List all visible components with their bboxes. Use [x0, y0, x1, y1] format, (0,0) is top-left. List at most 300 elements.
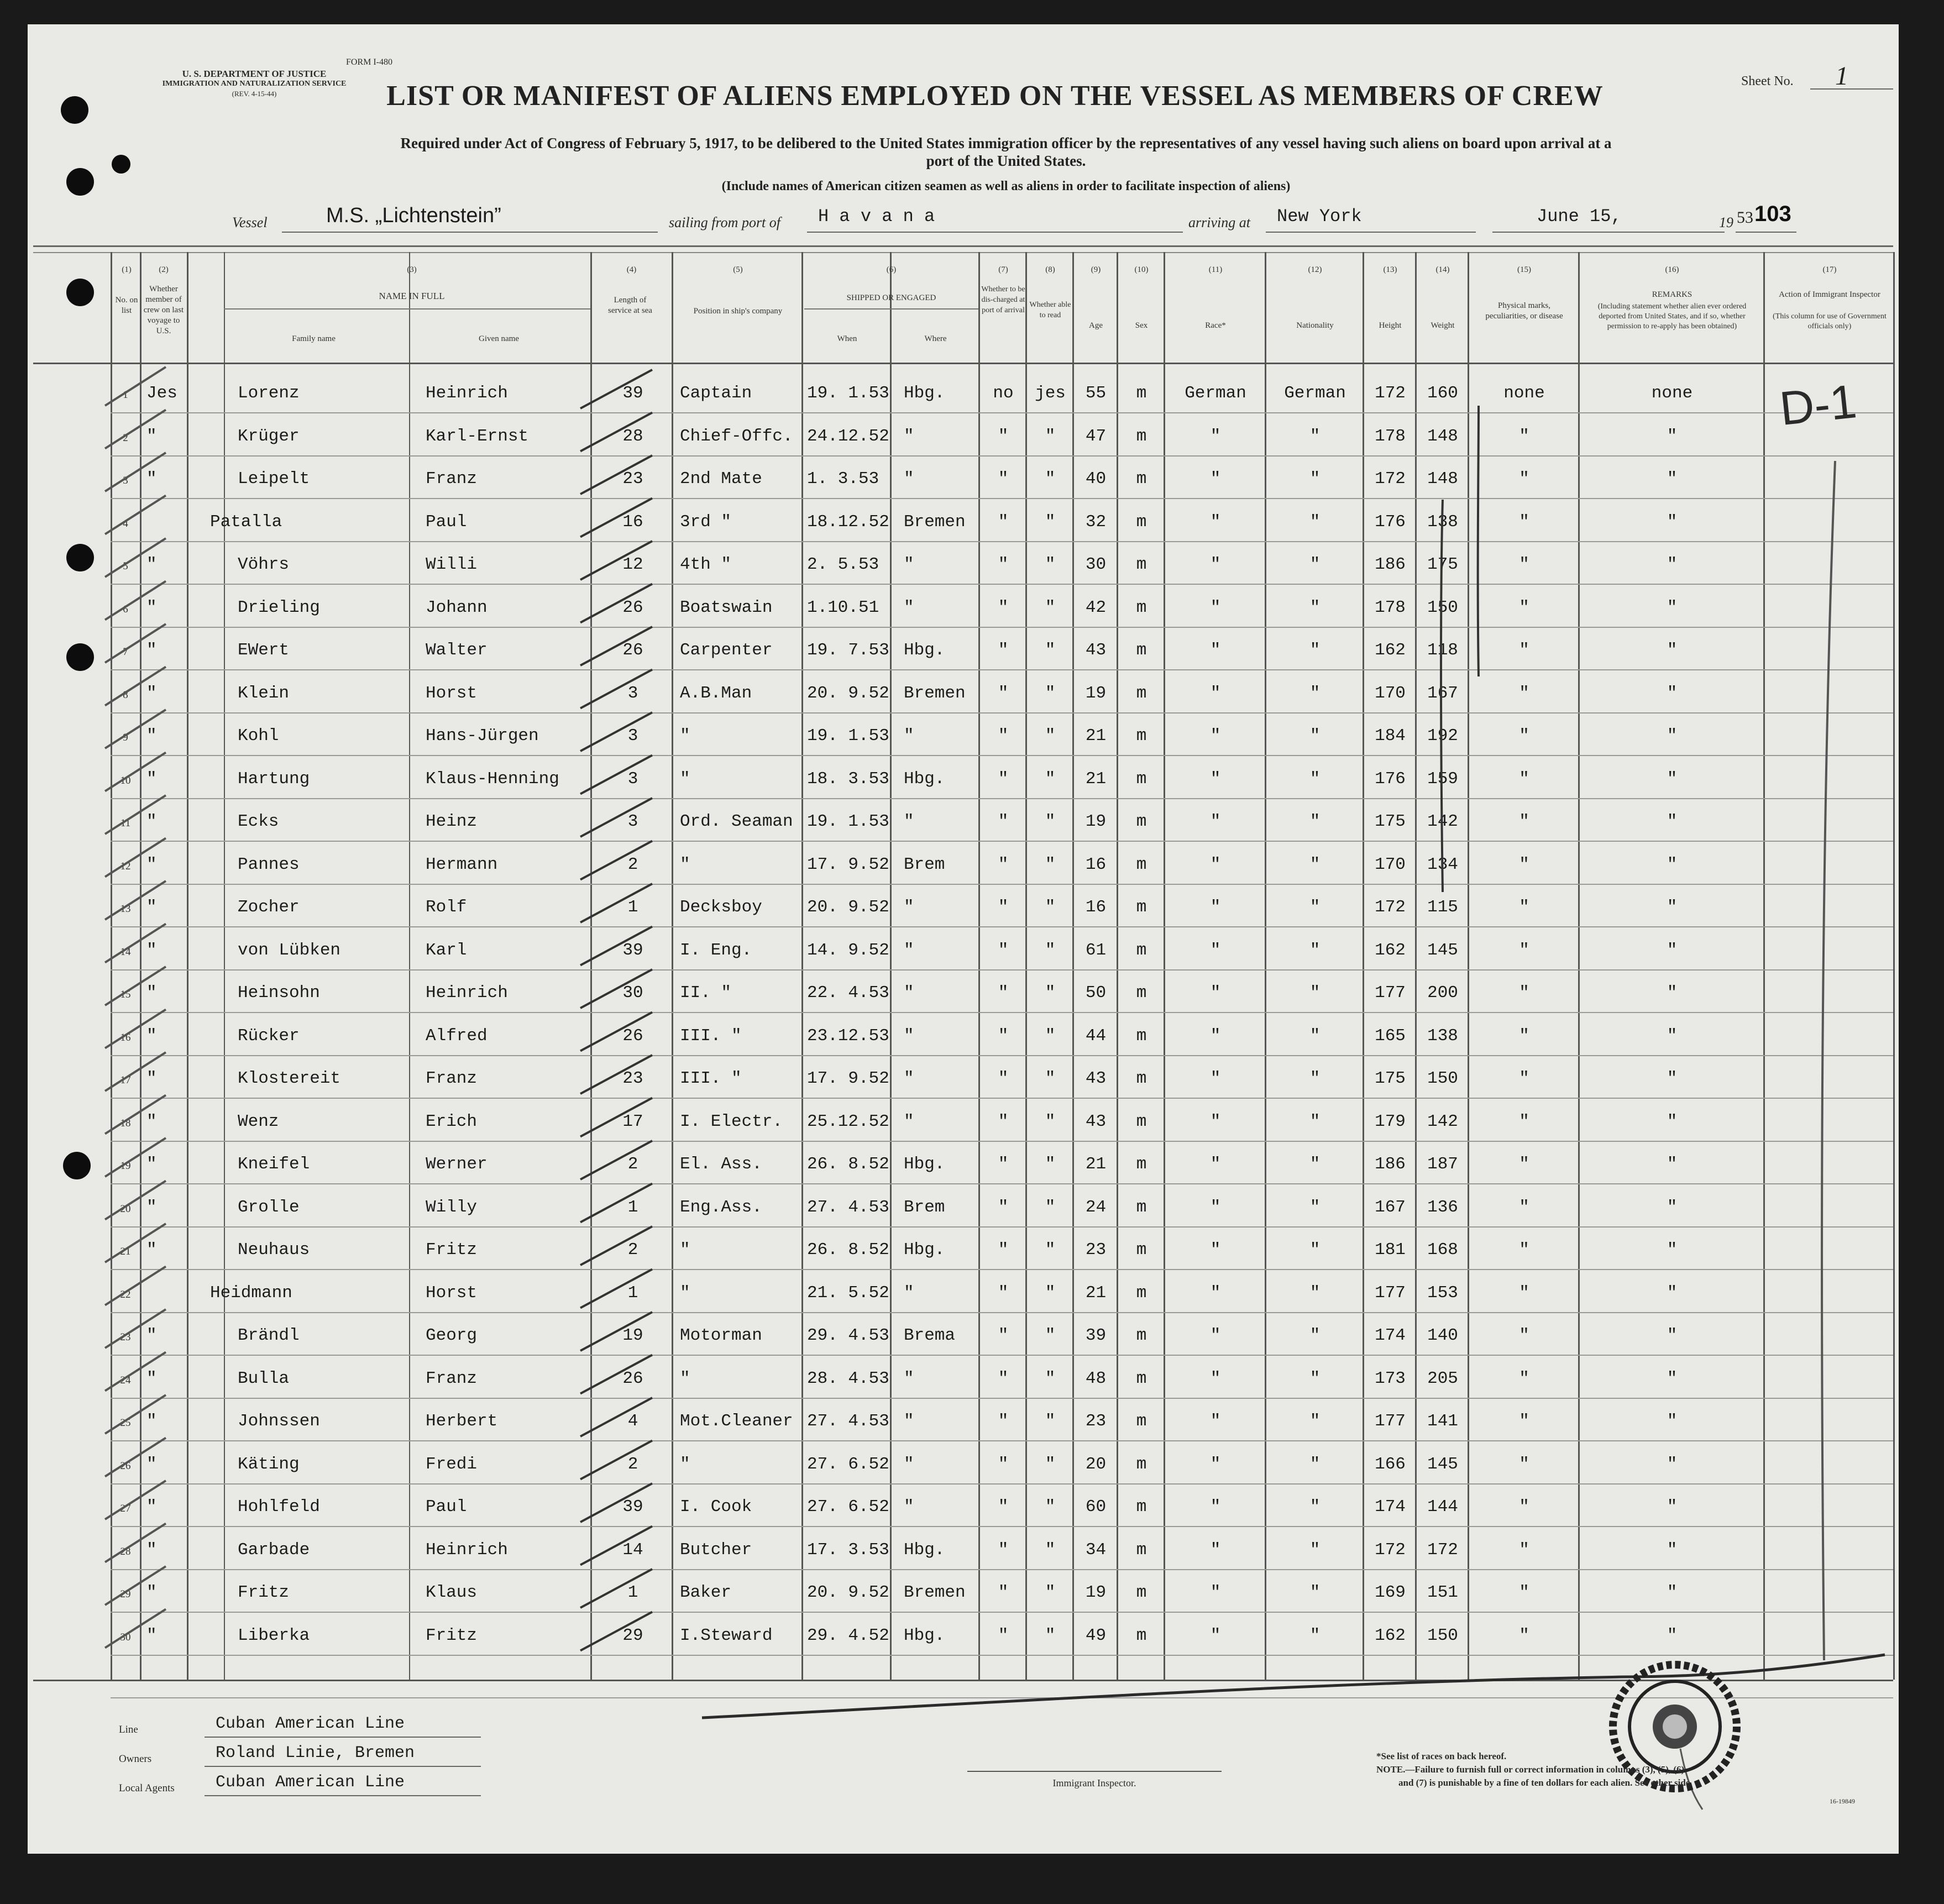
cell-height: 184 [1375, 726, 1406, 746]
cell-remarks: " [1667, 1583, 1678, 1602]
cell-race: " [1210, 769, 1221, 789]
cell-disch: " [998, 469, 1009, 489]
cell-marks: " [1519, 1069, 1529, 1088]
cell-position: I. Cook [680, 1497, 752, 1517]
cell-given: Heinz [426, 812, 478, 831]
cell-read: " [1045, 854, 1056, 874]
row-number: 7 [123, 646, 128, 658]
cell-height: 166 [1375, 1454, 1406, 1474]
col10-num: (10) [1134, 265, 1149, 274]
cell-nat: " [1309, 812, 1321, 831]
cell-when: 17. 9.52 [807, 1069, 889, 1088]
col15-num: (15) [1517, 265, 1531, 274]
cell-where: Brema [904, 1326, 956, 1345]
cell-when: 18. 3.53 [807, 769, 889, 789]
col6-header: SHIPPED OR ENGAGED [846, 293, 936, 302]
cell-height: 172 [1375, 384, 1406, 403]
cell-sex: m [1136, 812, 1147, 831]
cell-weight: 145 [1427, 1454, 1458, 1474]
cell-height: 178 [1375, 597, 1406, 617]
cell-sex: m [1136, 854, 1147, 874]
cell-sex: m [1136, 1497, 1147, 1517]
cell-age: 20 [1085, 1454, 1107, 1474]
cell-prev: " [146, 940, 157, 960]
cell-nat: " [1309, 940, 1321, 960]
cell-prev: " [146, 1412, 157, 1431]
cell-race: " [1210, 812, 1221, 831]
cell-disch: " [998, 1326, 1009, 1345]
row-number: 16 [120, 1031, 131, 1043]
cell-weight: 138 [1427, 512, 1458, 532]
row-number: 25 [120, 1417, 131, 1429]
cell-height: 162 [1375, 641, 1406, 660]
cell-sex: m [1136, 940, 1147, 960]
cell-age: 21 [1085, 769, 1107, 789]
cell-height: 177 [1375, 983, 1406, 1003]
cell-height: 175 [1375, 812, 1406, 831]
cell-nat: " [1309, 1283, 1321, 1303]
cell-service: 17 [622, 1111, 643, 1131]
cell-where: " [904, 1026, 914, 1046]
cell-weight: 150 [1427, 1069, 1458, 1088]
vessel-label: Vessel [232, 214, 268, 230]
col16-num: (16) [1665, 265, 1679, 274]
cell-family: Lorenz [238, 384, 300, 403]
cell-read: " [1045, 898, 1056, 917]
cell-service: 19 [622, 1326, 643, 1345]
cell-prev: " [146, 1583, 157, 1602]
cell-prev: " [146, 426, 157, 446]
cell-read: " [1045, 426, 1056, 446]
col17-header: Action of Immigrant Inspector [1779, 290, 1880, 299]
row-number: 23 [120, 1331, 131, 1343]
cell-family: Kohl [238, 726, 279, 746]
cell-weight: 145 [1427, 940, 1458, 960]
cell-read: " [1045, 469, 1056, 489]
cell-given: Rolf [426, 898, 467, 917]
col17-subheader: (This column for use of Government officials only) [1773, 312, 1887, 331]
cell-nat: " [1309, 1069, 1321, 1088]
cell-race: " [1210, 1069, 1221, 1088]
col1-header: No. on list [115, 296, 138, 315]
cell-family: Bulla [238, 1368, 290, 1388]
cell-height: 186 [1375, 1155, 1406, 1174]
cell-remarks: " [1667, 1368, 1678, 1388]
cell-when: 20. 9.52 [807, 683, 889, 703]
cell-where: Bremen [904, 1583, 966, 1602]
cell-sex: m [1136, 1412, 1147, 1431]
col15-header: Physical marks, peculiarities, or disease [1485, 301, 1563, 321]
cell-given: Horst [426, 683, 478, 703]
cell-marks: " [1519, 1540, 1529, 1560]
cell-age: 19 [1085, 683, 1107, 703]
cell-weight: 175 [1427, 555, 1458, 574]
row-number: 4 [123, 517, 128, 529]
cell-service: 28 [622, 426, 643, 446]
cell-weight: 200 [1427, 983, 1458, 1003]
cell-service: 26 [622, 597, 643, 617]
cell-marks: " [1519, 1026, 1529, 1046]
agents-value: Cuban American Line [216, 1773, 405, 1792]
cell-read: " [1045, 1454, 1056, 1474]
cell-family: EWert [238, 641, 290, 660]
cell-disch: " [998, 683, 1009, 703]
cell-age: 16 [1085, 854, 1107, 874]
cell-read: " [1045, 940, 1056, 960]
cell-marks: " [1519, 769, 1529, 789]
cell-nat: " [1309, 1540, 1321, 1560]
cell-where: Hbg. [904, 641, 945, 660]
cell-read: " [1045, 1197, 1056, 1217]
page-title: LIST OR MANIFEST OF ALIENS EMPLOYED ON THE VESSEL AS MEMBERS OF CREW [386, 80, 1604, 112]
cell-position: " [680, 1368, 690, 1388]
cell-disch: " [998, 1155, 1009, 1174]
cell-where: Hbg. [904, 1155, 945, 1174]
cell-sex: m [1136, 1326, 1147, 1345]
line-label: Line [119, 1724, 138, 1735]
cell-sex: m [1136, 683, 1147, 703]
cell-service: 1 [627, 898, 638, 917]
cell-remarks: " [1667, 1412, 1678, 1431]
cell-position: " [680, 769, 690, 789]
cell-weight: 159 [1427, 769, 1458, 789]
cell-given: Fritz [426, 1240, 478, 1260]
cell-weight: 187 [1427, 1155, 1458, 1174]
manifest-sheet [28, 24, 1899, 1854]
cell-position: 2nd Mate [680, 469, 762, 489]
cell-when: 22. 4.53 [807, 983, 889, 1003]
cell-remarks: " [1667, 769, 1678, 789]
cell-height: 175 [1375, 1069, 1406, 1088]
cell-race: " [1210, 983, 1221, 1003]
cell-weight: 140 [1427, 1326, 1458, 1345]
cell-prev: " [146, 854, 157, 874]
cell-weight: 134 [1427, 854, 1458, 874]
cell-weight: 151 [1427, 1583, 1458, 1602]
cell-prev: " [146, 641, 157, 660]
penalty-note-1: NOTE.—Failure to furnish full or correct information in columns (3), (5), (6) [1376, 1764, 1685, 1775]
cell-age: 55 [1085, 384, 1107, 403]
cell-marks: " [1519, 726, 1529, 746]
cell-weight: 148 [1427, 426, 1458, 446]
cell-family: Rücker [238, 1026, 300, 1046]
cell-height: 174 [1375, 1497, 1406, 1517]
cell-prev: " [146, 1111, 157, 1131]
cell-read: " [1045, 726, 1056, 746]
cell-sex: m [1136, 769, 1147, 789]
cell-when: 23.12.53 [807, 1026, 889, 1046]
cell-position: I. Eng. [680, 940, 752, 960]
cell-read: " [1045, 983, 1056, 1003]
col6a-header: When [837, 334, 857, 343]
cell-when: 19. 7.53 [807, 641, 889, 660]
cell-marks: " [1519, 597, 1529, 617]
cell-given: Karl [426, 940, 467, 960]
departure-port: H a v a n a [818, 206, 935, 227]
col7-header: Whether to be dis-charged at port of arrival [981, 285, 1025, 314]
cell-age: 21 [1085, 1283, 1107, 1303]
cell-remarks: " [1667, 1326, 1678, 1345]
cell-weight: 160 [1427, 384, 1458, 403]
cell-when: 29. 4.53 [807, 1326, 889, 1345]
cell-nat: " [1309, 983, 1321, 1003]
cell-nat: " [1309, 854, 1321, 874]
row-number: 18 [120, 1117, 131, 1129]
cell-sex: m [1136, 898, 1147, 917]
cell-race: " [1210, 1368, 1221, 1388]
col9-num: (9) [1091, 265, 1101, 274]
cell-given: Heinrich [426, 983, 508, 1003]
col13-header: Height [1379, 321, 1402, 330]
cell-where: " [904, 1111, 914, 1131]
cell-disch: " [998, 812, 1009, 831]
cell-nat: " [1309, 1111, 1321, 1131]
cell-given: Fredi [426, 1454, 478, 1474]
cell-weight: 150 [1427, 597, 1458, 617]
row-number: 28 [120, 1545, 131, 1557]
cell-prev: " [146, 1368, 157, 1388]
cell-given: Heinrich [426, 1540, 508, 1560]
col8-num: (8) [1045, 265, 1055, 274]
cell-read: " [1045, 1026, 1056, 1046]
row-number: 17 [120, 1074, 131, 1086]
cell-remarks: " [1667, 555, 1678, 574]
cell-when: 27. 6.52 [807, 1497, 889, 1517]
cell-where: " [904, 983, 914, 1003]
col8-header: Whether able to read [1029, 301, 1071, 319]
cell-family: Garbade [238, 1540, 310, 1560]
cell-service: 26 [622, 1368, 643, 1388]
cell-race: " [1210, 854, 1221, 874]
cell-weight: 167 [1427, 683, 1458, 703]
cell-sex: m [1136, 1197, 1147, 1217]
cell-nat: " [1309, 726, 1321, 746]
cell-disch: " [998, 1412, 1009, 1431]
cell-height: 167 [1375, 1197, 1406, 1217]
col17-num: (17) [1822, 265, 1837, 274]
cell-read: jes [1035, 384, 1066, 403]
cell-race: " [1210, 1583, 1221, 1602]
cell-given: Hans-Jürgen [426, 726, 539, 746]
cell-remarks: none [1651, 384, 1693, 403]
cell-weight: 153 [1427, 1283, 1458, 1303]
cell-read: " [1045, 1368, 1056, 1388]
cell-remarks: " [1667, 1497, 1678, 1517]
cell-race: " [1210, 1197, 1221, 1217]
col10-header: Sex [1135, 321, 1148, 330]
cell-position: Eng.Ass. [680, 1197, 762, 1217]
owners-label: Owners [119, 1753, 152, 1765]
cell-marks: " [1519, 898, 1529, 917]
col11-num: (11) [1208, 265, 1223, 274]
cell-where: " [904, 1368, 914, 1388]
cell-where: " [904, 1454, 914, 1474]
cell-nat: " [1309, 1326, 1321, 1345]
cell-height: 179 [1375, 1111, 1406, 1131]
cell-family: Drieling [238, 597, 320, 617]
cell-given: Johann [426, 597, 488, 617]
cell-prev: " [146, 555, 157, 574]
cell-position: III. " [680, 1069, 742, 1088]
cell-weight: 141 [1427, 1412, 1458, 1431]
cell-age: 21 [1085, 726, 1107, 746]
cell-prev: " [146, 1326, 157, 1345]
cell-age: 43 [1085, 641, 1107, 660]
cell-marks: " [1519, 812, 1529, 831]
cell-position: Chief-Offc. [680, 426, 793, 446]
cell-position: III. " [680, 1026, 742, 1046]
cell-family: von Lübken [238, 940, 341, 960]
cell-read: " [1045, 1583, 1056, 1602]
cell-disch: " [998, 641, 1009, 660]
col1-num: (1) [122, 265, 132, 274]
cell-marks: " [1519, 641, 1529, 660]
cell-given: Franz [426, 1368, 478, 1388]
cell-sex: m [1136, 1026, 1147, 1046]
cell-service: 1 [627, 1583, 638, 1602]
cell-given: Alfred [426, 1026, 488, 1046]
subtitle-2: port of the United States. [926, 153, 1086, 169]
cell-where: Brem [904, 854, 945, 874]
year: 53 [1737, 208, 1753, 227]
row-number: 1 [123, 389, 128, 401]
cell-nat: " [1309, 898, 1321, 917]
cell-marks: " [1519, 1625, 1529, 1645]
row-number: 9 [123, 732, 128, 743]
cell-nat: " [1309, 641, 1321, 660]
cell-prev: " [146, 1454, 157, 1474]
cell-race: " [1210, 1412, 1221, 1431]
cell-disch: " [998, 1454, 1009, 1474]
cell-age: 32 [1085, 512, 1107, 532]
cell-service: 39 [622, 384, 643, 403]
inspector-label: Immigrant Inspector. [1052, 1777, 1136, 1788]
cell-service: 39 [622, 1497, 643, 1517]
cell-family: Patalla [210, 512, 282, 532]
cell-remarks: " [1667, 1240, 1678, 1260]
row-number: 6 [123, 603, 128, 615]
agents-label: Local Agents [119, 1782, 175, 1794]
cell-prev: " [146, 1155, 157, 1174]
cell-read: " [1045, 555, 1056, 574]
cell-nat: " [1309, 597, 1321, 617]
cell-sex: m [1136, 384, 1147, 403]
cell-sex: m [1136, 1625, 1147, 1645]
cell-position: II. " [680, 983, 732, 1003]
sheet-label: Sheet No. [1741, 74, 1794, 88]
cell-marks: " [1519, 1111, 1529, 1131]
cell-when: 1. 3.53 [807, 469, 879, 489]
cell-disch: " [998, 1111, 1009, 1131]
cell-read: " [1045, 683, 1056, 703]
col3-header: NAME IN FULL [379, 291, 445, 301]
cell-when: 21. 5.52 [807, 1283, 889, 1303]
row-number: 3 [123, 475, 128, 486]
cell-remarks: " [1667, 812, 1678, 831]
cell-where: Hbg. [904, 1540, 945, 1560]
cell-given: Georg [426, 1326, 478, 1345]
cell-service: 39 [622, 940, 643, 960]
col14-num: (14) [1435, 265, 1450, 274]
cell-race: " [1210, 512, 1221, 532]
subtitle-1: Required under Act of Congress of February 5, 1917, to be delibered to the United States immigration officer by the representatives of any vessel having such aliens on board upon arrival at a [400, 135, 1612, 151]
cell-disch: " [998, 555, 1009, 574]
cell-service: 4 [627, 1412, 638, 1431]
cell-sex: m [1136, 469, 1147, 489]
cell-height: 176 [1375, 769, 1406, 789]
cell-disch: " [998, 1625, 1009, 1645]
cell-height: 172 [1375, 898, 1406, 917]
cell-marks: " [1519, 854, 1529, 874]
cell-marks: " [1519, 1368, 1529, 1388]
arriving-label: arriving at [1188, 214, 1250, 230]
cell-service: 14 [622, 1540, 643, 1560]
cell-service: 12 [622, 555, 643, 574]
cell-marks: " [1519, 1454, 1529, 1474]
cell-disch: " [998, 1069, 1009, 1088]
cell-remarks: " [1667, 1454, 1678, 1474]
cell-family: Neuhaus [238, 1240, 310, 1260]
cell-where: Hbg. [904, 769, 945, 789]
cell-marks: " [1519, 983, 1529, 1003]
cell-position: Butcher [680, 1540, 752, 1560]
cell-remarks: " [1667, 854, 1678, 874]
cell-when: 27. 6.52 [807, 1454, 889, 1474]
cell-when: 27. 4.53 [807, 1197, 889, 1217]
cell-prev: " [146, 812, 157, 831]
row-number: 22 [120, 1288, 131, 1300]
cell-disch: " [998, 426, 1009, 446]
cell-marks: " [1519, 683, 1529, 703]
cell-weight: 142 [1427, 1111, 1458, 1131]
cell-sex: m [1136, 426, 1147, 446]
col3a-header: Family name [292, 334, 336, 343]
row-number: 20 [120, 1203, 131, 1215]
cell-read: " [1045, 1283, 1056, 1303]
vessel-name: M.S. „Lichtenstein” [326, 204, 501, 227]
cell-nat: " [1309, 1625, 1321, 1645]
cell-weight: 168 [1427, 1240, 1458, 1260]
cell-read: " [1045, 1240, 1056, 1260]
cell-nat: " [1309, 512, 1321, 532]
cell-height: 169 [1375, 1583, 1406, 1602]
cell-prev: " [146, 683, 157, 703]
cell-age: 48 [1085, 1368, 1107, 1388]
cell-prev: " [146, 983, 157, 1003]
cell-read: " [1045, 1540, 1056, 1560]
cell-where: " [904, 555, 914, 574]
cell-sex: m [1136, 1583, 1147, 1602]
form-code: 16-19849 [1830, 1797, 1855, 1805]
form-service: IMMIGRATION AND NATURALIZATION SERVICE [162, 80, 347, 88]
cell-height: 178 [1375, 426, 1406, 446]
cell-where: " [904, 597, 914, 617]
cell-race: " [1210, 1283, 1221, 1303]
cell-race: " [1210, 641, 1221, 660]
cell-prev: " [146, 769, 157, 789]
row-number: 5 [123, 560, 128, 572]
cell-read: " [1045, 1625, 1056, 1645]
cell-age: 50 [1085, 983, 1107, 1003]
cell-prev: " [146, 898, 157, 917]
cell-age: 23 [1085, 1412, 1107, 1431]
cell-disch: no [993, 384, 1014, 403]
cell-disch: " [998, 1197, 1009, 1217]
cell-prev: " [146, 1497, 157, 1517]
cell-height: 186 [1375, 555, 1406, 574]
col11-header: Race* [1205, 321, 1226, 330]
cell-remarks: " [1667, 469, 1678, 489]
